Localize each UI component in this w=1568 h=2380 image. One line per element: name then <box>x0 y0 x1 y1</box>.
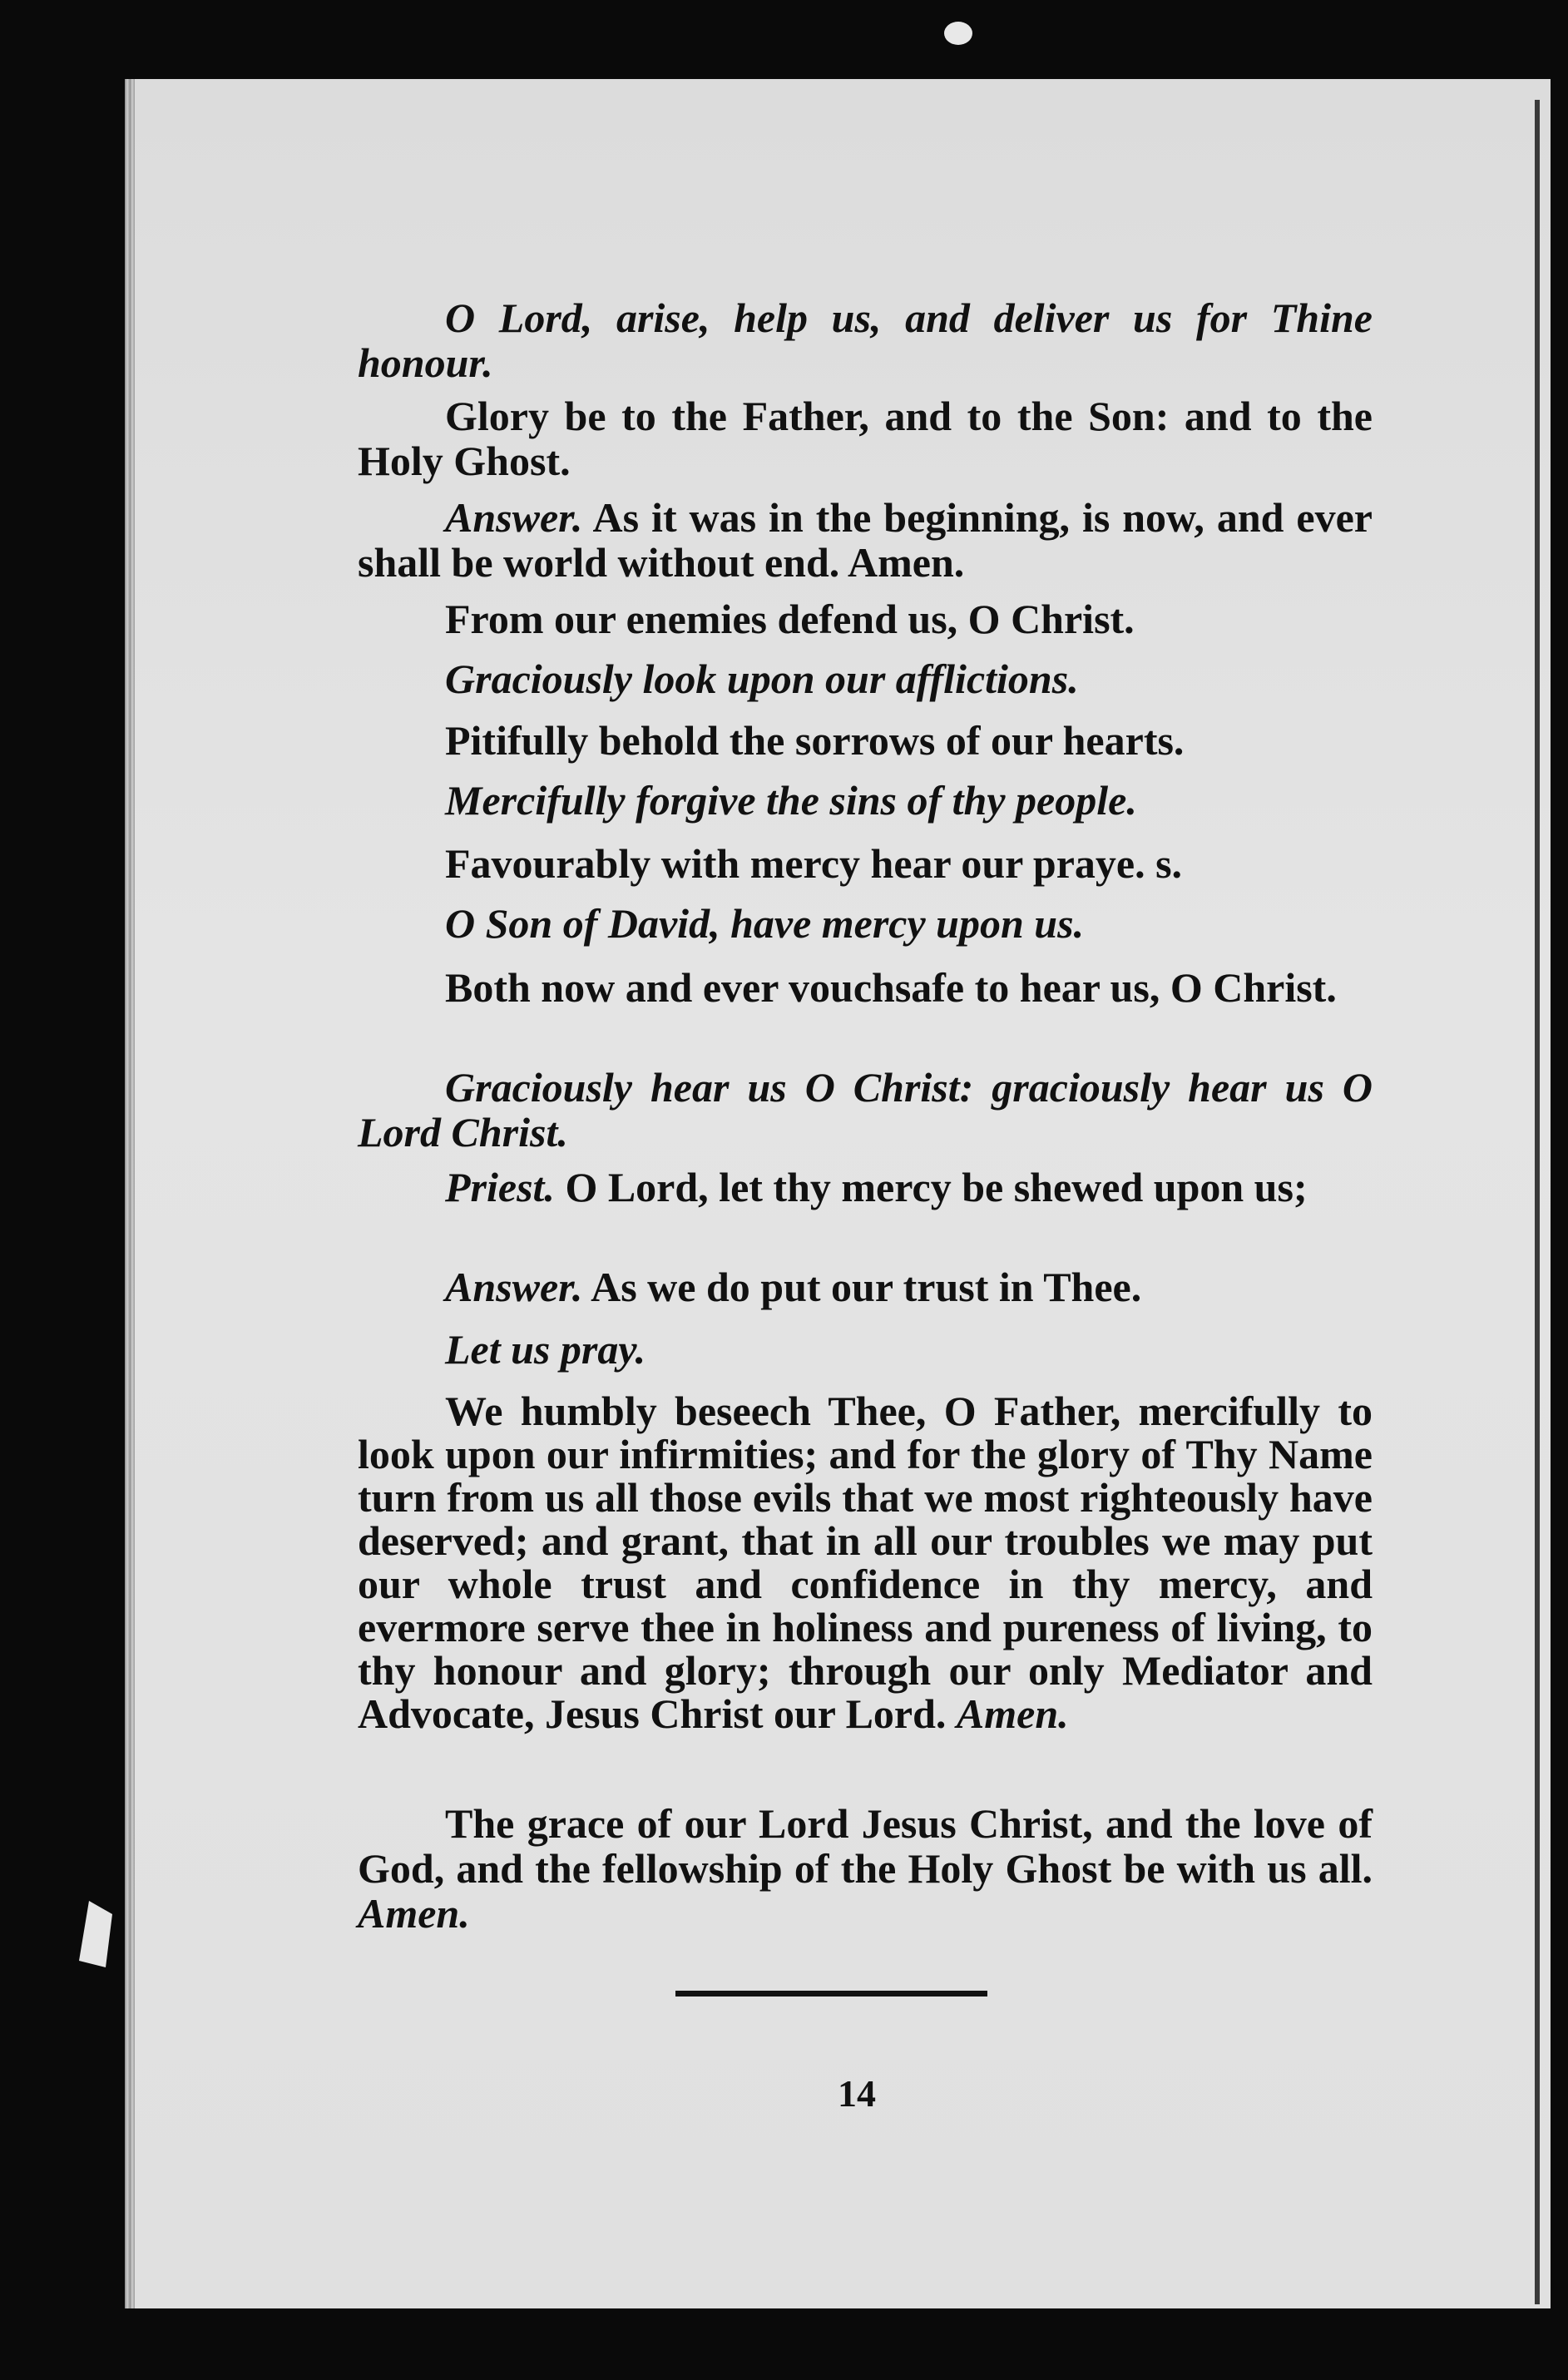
paragraph-text: We humbly beseech Thee, O Father, mercifully to look upon our infirmities; and for the glory of Thy Name turn from us all those evils that we most righteously have deserved; and grant, that in all our troubles we may put our whole trust and confidence in thy mercy, and evermore serve thee in holiness and pureness of living, to thy honour and glory; through our only Mediator and Advocate, Jesus Christ our Lord. <box>358 1388 1373 1737</box>
page-number: 14 <box>838 2072 876 2115</box>
paragraph-text: As it was in the beginning, is now, and ever shall be world without end. Amen. <box>358 494 1373 586</box>
paragraph-8: Favourably with mercy hear our praye. s. <box>445 840 1183 887</box>
paragraph-text: As we do put our trust in Thee. <box>591 1264 1142 1310</box>
speaker-label: Priest. <box>445 1164 555 1210</box>
paragraph-13 <box>358 1264 1373 1309</box>
amen-label: Amen. <box>358 1890 470 1937</box>
paragraph-2: Glory be to the Father, and to the Son: and to the Holy Ghost. <box>358 393 1373 484</box>
paragraph-text: The grace of our Lord Jesus Christ, and the love of God, and the fellowship of the Holy Ghost be with us all. <box>358 1800 1373 1892</box>
speaker-label: Answer. <box>445 494 583 541</box>
paragraph-3 <box>358 495 1373 585</box>
pin-hole <box>944 22 972 45</box>
paragraph-6: Pitifully behold the sorrows of our hearts. <box>445 717 1185 764</box>
paragraph-11: Graciously hear us O Christ: graciously hear us O Lord Christ. <box>358 1064 1373 1155</box>
paragraph-text: O Lord, let thy mercy be shewed upon us; <box>565 1164 1308 1210</box>
amen-label: Amen. <box>956 1690 1069 1737</box>
paragraph-4: From our enemies defend us, O Christ. <box>445 596 1135 642</box>
paragraph-7: Mercifully forgive the sins of thy people. <box>445 777 1137 824</box>
paragraph-5: Graciously look upon our afflictions. <box>445 656 1079 702</box>
section-rule <box>675 1991 987 1997</box>
paragraph-1: O Lord, arise, help us, and deliver us for Thine honour. <box>358 294 1373 386</box>
page-shadow <box>1535 100 1540 2304</box>
paper-tear <box>79 1901 112 1967</box>
paragraph-16 <box>358 1801 1373 1936</box>
speaker-label: Answer. <box>445 1264 583 1310</box>
paragraph-9: O Son of David, have mercy upon us. <box>445 900 1085 947</box>
paragraph-12 <box>358 1165 1373 1210</box>
paragraph-10: Both now and ever vouchsafe to hear us, O Christ. <box>445 964 1337 1011</box>
paragraph-14: Let us pray. <box>445 1326 646 1373</box>
paragraph-15 <box>358 1389 1373 1735</box>
